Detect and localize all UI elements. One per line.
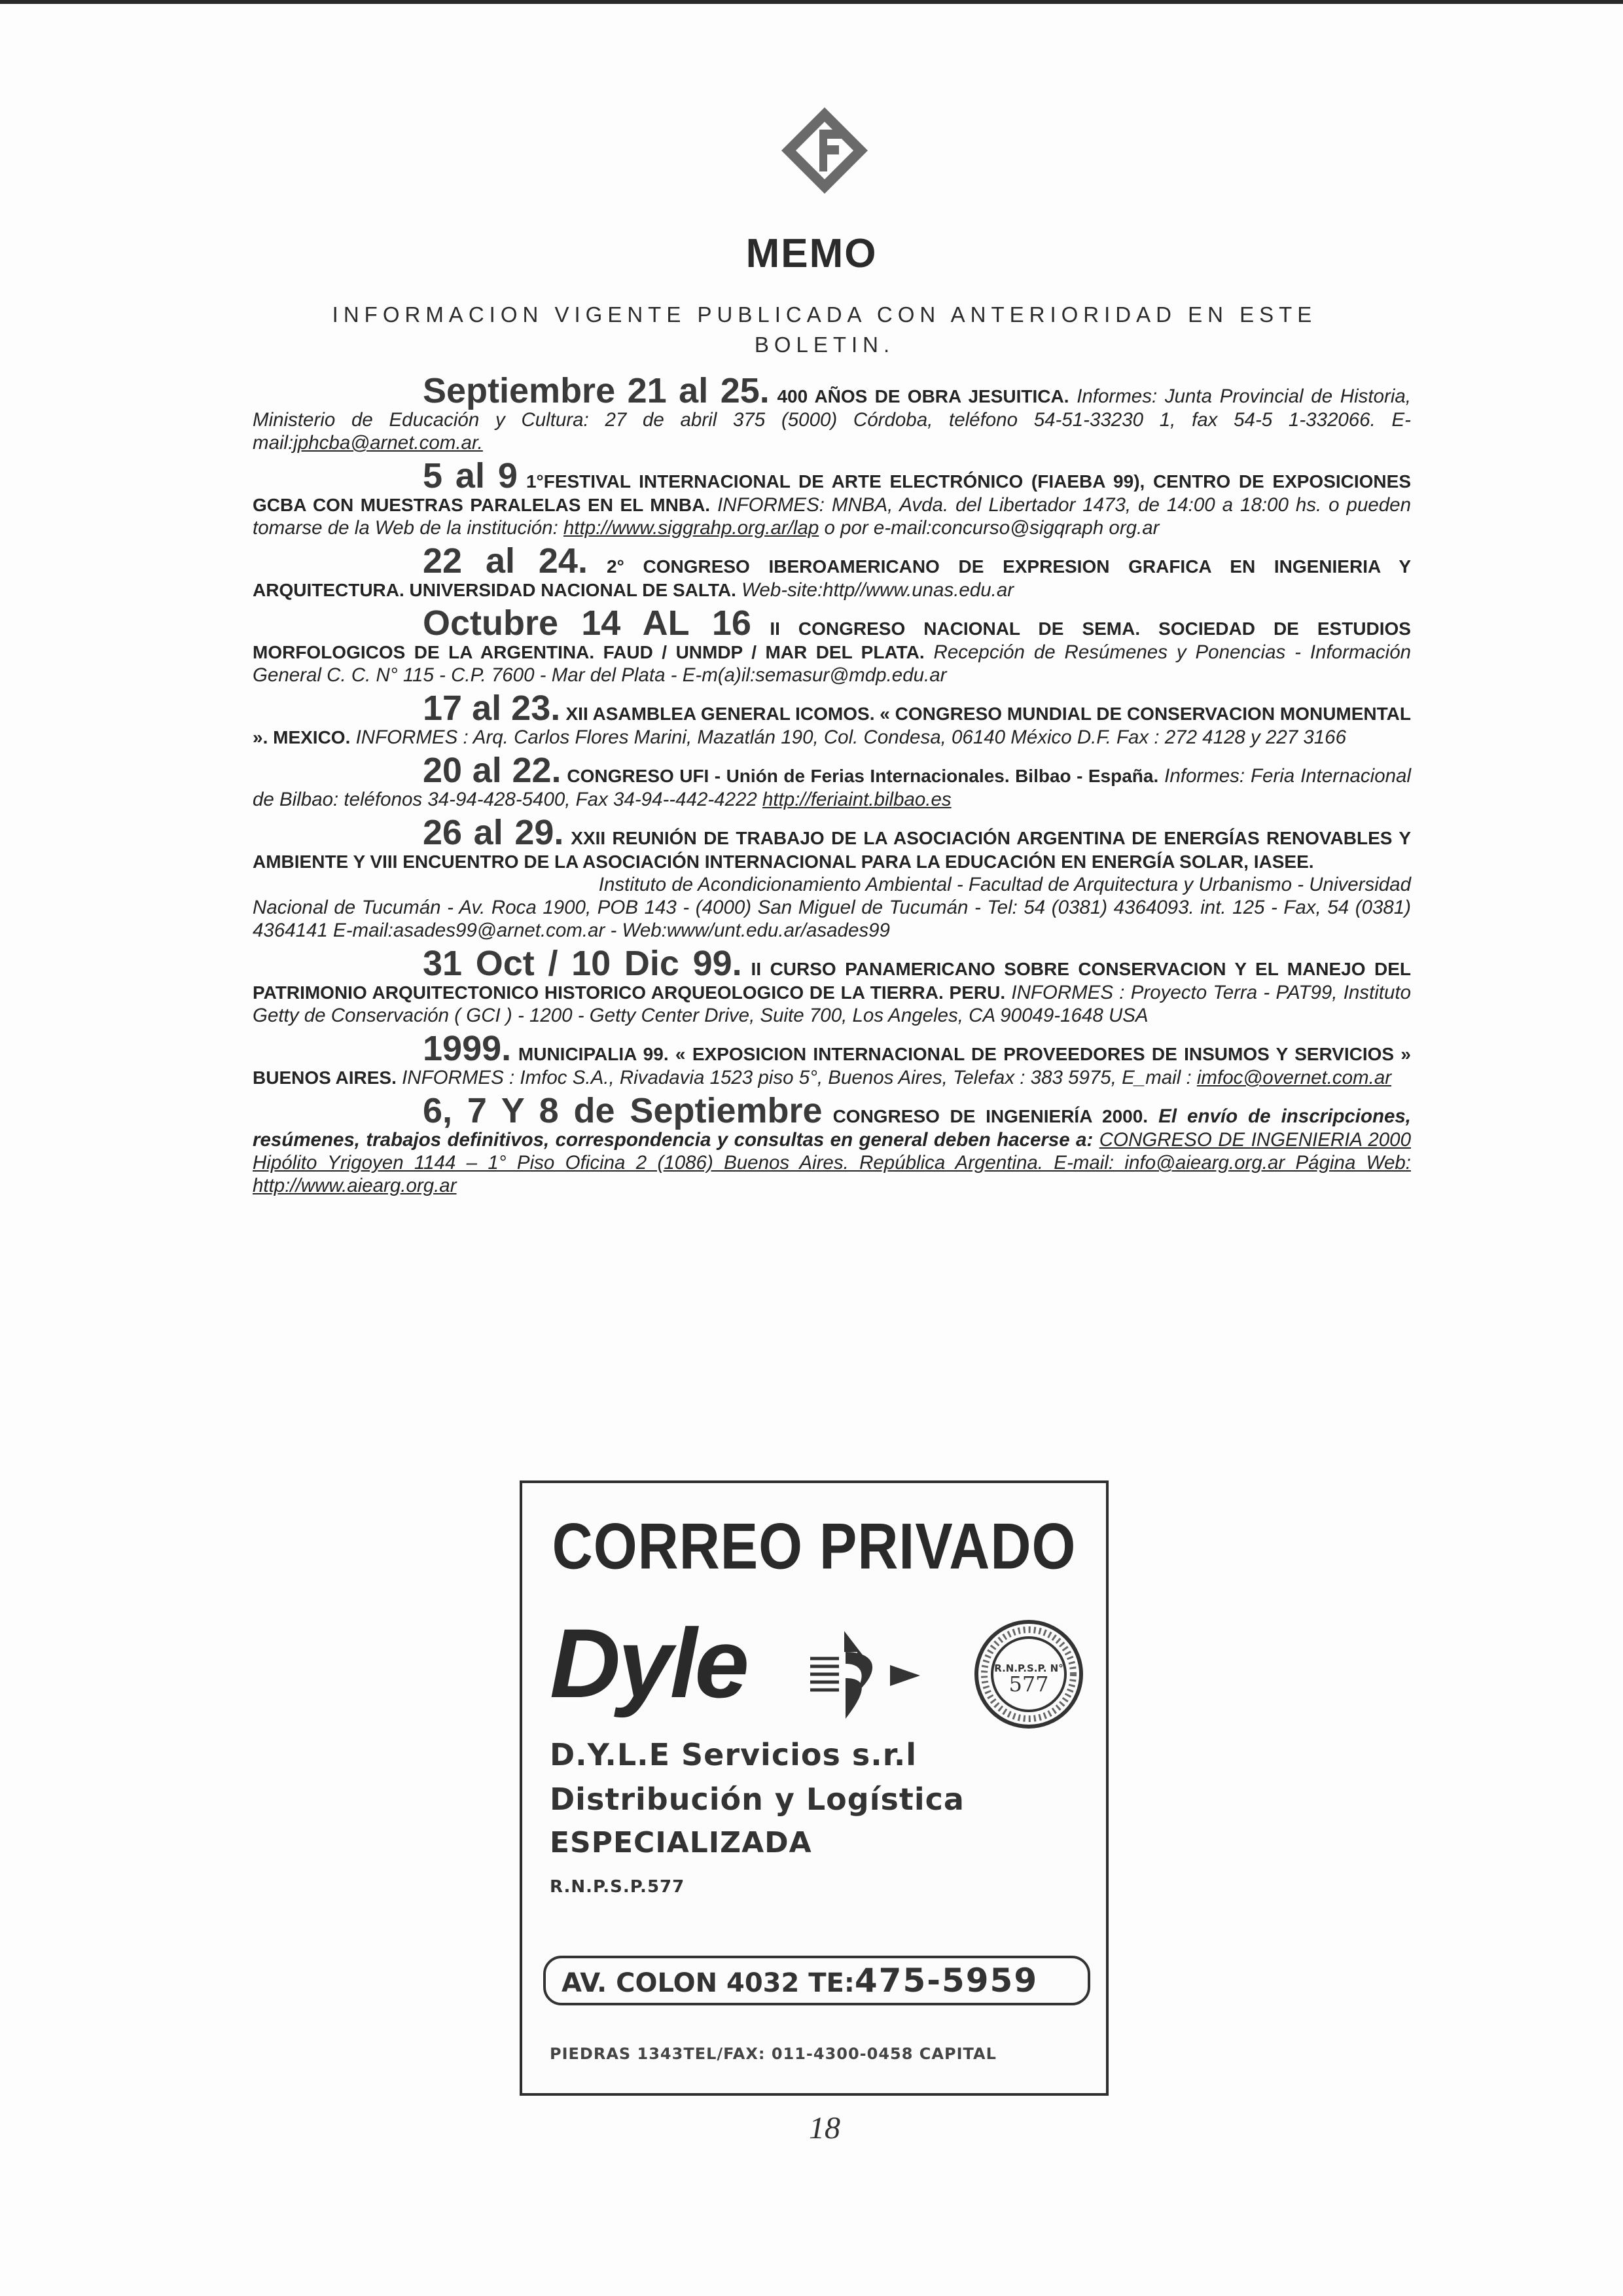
event-info: Informes: Feria Internacional de Bilbao: teléfonos 34-94-428-5400, Fax 34-94--442-4222 [253, 765, 1411, 810]
event-entry [253, 1093, 1411, 1197]
event-entry [253, 458, 1411, 539]
event-title: XII ASAMBLEA GENERAL ICOMOS. « CONGRESO MUNDIAL DE CONSERVACION MONUMENTAL ». MEXICO. [253, 704, 1411, 747]
event-date: 26 al 29. [423, 813, 564, 852]
ad-brand-logo: Dyle [550, 1608, 747, 1718]
event-date: 5 al 9 [423, 456, 518, 495]
event-info-email: o por e-mail:concurso@sigqraph org.ar [824, 517, 1160, 539]
event-info: El envío de inscripciones, resúmenes, trabajos definitivos, correspondencia y consultas en general deben hacerse a: [253, 1105, 1411, 1151]
top-border [0, 0, 1623, 4]
institution-logo [779, 105, 870, 196]
event-title: MUNICIPALIA 99. « EXPOSICION INTERNACIONAL DE PROVEEDORES DE INSUMOS Y SERVICIOS » BUENOS AIRES. [253, 1044, 1411, 1088]
registry-seal-icon [972, 1618, 1085, 1731]
event-title: II CONGRESO NACIONAL DE SEMA. SOCIEDAD DE ESTUDIOS MORFOLOGICOS DE LA ARGENTINA. FAUD / UNMDP / MAR DEL PLATA. [253, 619, 1411, 662]
event-entry [253, 753, 1411, 811]
event-entry [253, 543, 1411, 601]
ad-registry: R.N.P.S.P.577 [550, 1877, 685, 1897]
advertisement-box [520, 1480, 1109, 2096]
event-date: 31 Oct / 10 Dic 99. [423, 944, 742, 983]
ad-company-name: D.Y.L.E Servicios s.r.l [550, 1737, 918, 1772]
event-email-link[interactable]: jphcba@arnet.com.ar. [293, 432, 483, 454]
ad-phone: 475-5959 [854, 1962, 1039, 2000]
event-date: 20 al 22. [423, 751, 562, 790]
event-info: INFORMES: MNBA, Avda. del Libertador 1473, de 14:00 a 18:00 hs. o pueden tomarse de la Web de la institución: [253, 494, 1411, 539]
event-entry [253, 815, 1411, 942]
ad-tagline: Distribución y Logística [550, 1782, 965, 1817]
svg-text:577: 577 [1008, 1672, 1049, 1696]
event-email-link[interactable]: imfoc@overnet.com.ar [1196, 1067, 1392, 1088]
event-entry [253, 691, 1411, 749]
ad-tagline-specialized: ESPECIALIZADA [550, 1826, 812, 1859]
event-info: INFORMES : Proyecto Terra - PAT99, Instituto Getty de Conservación ( GCI ) - 1200 - Getty Center Drive, Suite 700, Los Angeles, CA 90049-1648 USA [253, 982, 1411, 1026]
event-web-link[interactable]: http://feriaint.bilbao.es [762, 789, 952, 810]
ad-title: CORREO PRIVADO [552, 1510, 1077, 1583]
events-list [253, 373, 1411, 1201]
event-entry [253, 1031, 1411, 1089]
memo-subtitle: INFORMACION VIGENTE PUBLICADA CON ANTERIORIDAD EN ESTE BOLETIN. [332, 302, 1317, 357]
arrow-icon [805, 1626, 923, 1724]
event-info: Informes: Junta Provincial de Historia, Ministerio de Educación y Cultura: 27 de abril 375 (5000) Córdoba, teléfono 54-51-33230 1, fax 54-5 1-332066. E-mail: [253, 386, 1411, 454]
event-date: Octubre 14 AL 16 [423, 603, 751, 643]
ad-address-box [543, 1956, 1090, 2005]
event-date: 17 al 23. [423, 689, 561, 728]
event-date: 22 al 24. [423, 541, 588, 581]
event-info: Recepción de Resúmenes y Ponencias - Información General C. C. N° 115 - C.P. 7600 - Mar del Plata - E-m(a)il:semasur@mdp.edu.ar [253, 641, 1412, 686]
ad-footer: PIEDRAS 1343TEL/FAX: 011-4300-0458 CAPITAL [550, 2045, 997, 2063]
event-title: 400 AÑOS DE OBRA JESUITICA. [777, 386, 1069, 406]
event-title: CONGRESO DE INGENIERÍA 2000. [832, 1106, 1149, 1126]
event-date: Septiembre 21 al 25. [423, 371, 770, 410]
event-entry [253, 946, 1411, 1027]
event-date: 1999. [423, 1029, 512, 1068]
event-info: INFORMES : Imfoc S.A., Rivadavia 1523 piso 5°, Buenos Aires, Telefax : 383 5975, E_mail : [402, 1067, 1192, 1088]
event-title: CONGRESO UFI - Unión de Ferias Internacionales. Bilbao - España. [567, 766, 1159, 786]
event-title: 2° CONGRESO IBEROAMERICANO DE EXPRESION GRAFICA EN INGENIERIA Y ARQUITECTURA. UNIVERSIDAD NACIONAL DE SALTA. [253, 556, 1411, 600]
event-contact-link[interactable]: CONGRESO DE INGENIERIA 2000 Hipólito Yrigoyen 1144 – 1° Piso Oficina 2 (1086) Buenos Aires. República Argentina. E-mail: info@aiearg.org.ar Página Web: http://www.aiearg.org.ar [253, 1129, 1411, 1196]
event-info: INFORMES : Arq. Carlos Flores Marini, Mazatlán 190, Col. Condesa, 06140 México D.F. Fax : 272 4128 y 227 3166 [355, 726, 1346, 748]
event-entry [253, 373, 1411, 454]
event-title: II CURSO PANAMERICANO SOBRE CONSERVACION Y EL MANEJO DEL PATRIMONIO ARQUITECTONICO HISTORICO ARQUEOLOGICO DE LA TIERRA. PERU. [253, 959, 1411, 1003]
event-title: 1°FESTIVAL INTERNACIONAL DE ARTE ELECTRÓNICO (FIAEBA 99), CENTRO DE EXPOSICIONES GCBA CON MUESTRAS PARALELAS EN EL MNBA. [253, 471, 1412, 515]
memo-title: MEMO [745, 231, 878, 276]
event-web-link[interactable]: http://www.siggrahp.org.ar/lap [563, 517, 819, 539]
event-info: Web-site:http//www.unas.edu.ar [741, 579, 1014, 601]
event-title: XXII REUNIÓN DE TRABAJO DE LA ASOCIACIÓN ARGENTINA DE ENERGÍAS RENOVABLES Y AMBIENTE Y VIII ENCUENTRO DE LA ASOCIACIÓN INTERNACIONAL PARA LA EDUCACIÓN EN ENERGÍA SOLAR, IASEE. [253, 828, 1411, 872]
event-info: Nacional de Tucumán - Av. Roca 1900, POB 143 - (4000) San Miguel de Tucumán - Tel: 54 (0381) 4364093. int. 125 - Fax, 54 (0381) 4364141 E-mail:asades99@arnet.com.ar - Web:www/unt.edu.ar/asades99 [253, 897, 1411, 941]
page-number: 18 [809, 2111, 840, 2145]
ad-address: AV. COLON 4032 TE: [562, 1968, 855, 1998]
svg-text:R.N.P.S.P. N°: R.N.P.S.P. N° [994, 1662, 1063, 1674]
event-info-institute: Instituto de Acondicionamiento Ambiental - Facultad de Arquitectura y Urbanismo - Universidad [598, 874, 1411, 895]
event-entry [253, 605, 1411, 687]
event-date: 6, 7 Y 8 de Septiembre [423, 1091, 823, 1130]
